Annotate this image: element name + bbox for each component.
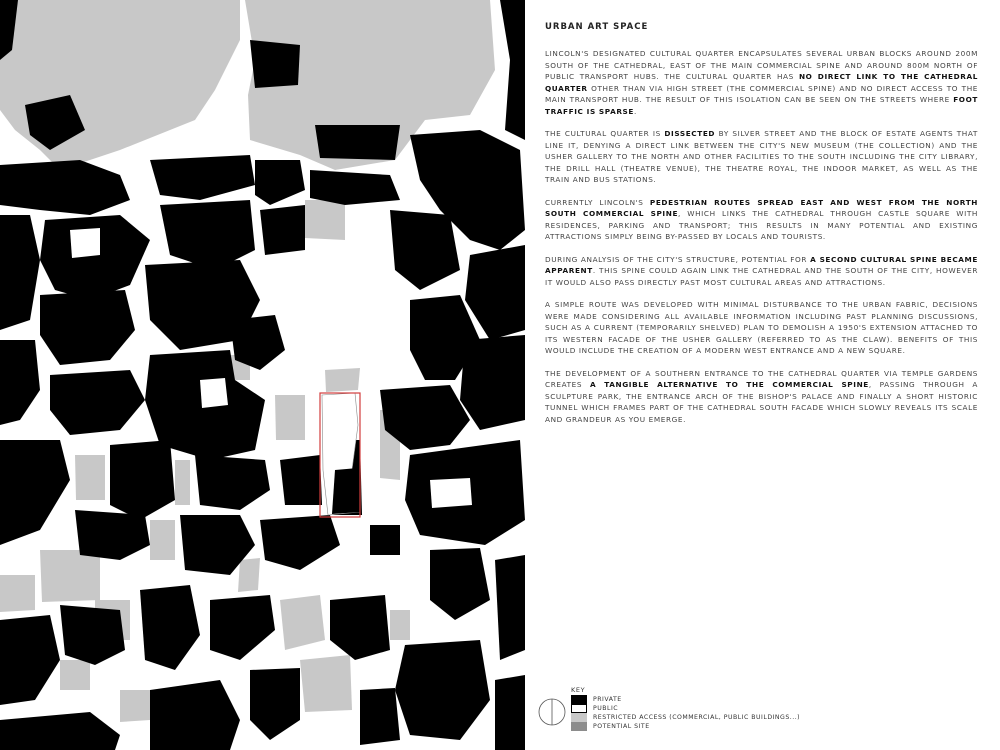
paragraph-text: OTHER THAN VIA HIGH STREET (THE COMMERCIAL SPINE) AND NO DIRECT ACCESS TO THE MAIN TRANSPORT HUB. THE RESULT OF THIS ISOLATION CAN BE SEEN ON THE STREETS WHERE <box>545 83 978 104</box>
paragraphs <box>545 48 978 425</box>
legend-swatch-public <box>571 704 587 713</box>
paragraph-text: . THIS SPINE COULD AGAIN LINK THE CATHEDRAL AND THE SOUTH OF THE CITY, HOWEVER IT WOULD ALSO PASS DIRECTLY PAST MOST CULTURAL AREAS AND ATTRACTIONS. <box>545 266 978 287</box>
paragraph <box>545 128 978 186</box>
legend-label-public: PUBLIC <box>593 705 619 712</box>
paragraph-emphasis: NO DIRECT LINK TO THE CATHEDRAL QUARTER <box>545 72 979 93</box>
paragraph-text: , PASSING THROUGH A SCULPTURE PARK, THE ENTRANCE ARCH OF THE BISHOP'S PALACE AND FINALLY A SHORT HISTORIC TUNNEL WHICH FRAMES PART OF THE CATHEDRAL SOUTH FACADE WHICH SLOWLY REVEALS ITS SCALE AND GRANDEUR AS YOU EMERGE. <box>545 380 978 424</box>
legend-label-private: PRIVATE <box>593 696 622 703</box>
paragraph-text: THE DEVELOPMENT OF A SOUTHERN ENTRANCE TO THE CATHEDRAL QUARTER VIA TEMPLE GARDENS CREATES <box>545 368 978 389</box>
text-panel <box>545 18 978 436</box>
legend-item-potential-site <box>571 722 650 731</box>
paragraph-emphasis: A SECOND CULTURAL SPINE BECAME APPARENT <box>545 254 979 275</box>
paragraph-emphasis: FOOT TRAFFIC IS SPARSE <box>545 95 978 116</box>
paragraph-text: A SIMPLE ROUTE WAS DEVELOPED WITH MINIMAL DISTURBANCE TO THE URBAN FABRIC, DECISIONS WERE MADE CONSIDERING ALL AVAILABLE INFORMATION INCLUDING PAST PLANNING DISCUSSIONS, SUCH AS A CURRENT (TEMPORARILY SHELVED) PLAN TO DEMOLISH A 1950'S EXTENSION ATTACHED TO ITS WESTERN FACADE OF THE USHER GALLERY (REFERRED TO AS THE CLAW). BENEFITS OF THIS WOULD INCLUDE THE CREATION OF A MODERN WEST ENTRANCE AND A NEW SQUARE. <box>545 300 978 355</box>
paragraph-text: CURRENTLY LINCOLN'S <box>545 197 650 207</box>
page-title: URBAN ART SPACE <box>545 22 649 32</box>
paragraph-text: BY SILVER STREET AND THE BLOCK OF ESTATE AGENTS THAT LINE IT, DENYING A DIRECT LINK BETWEEN THE CITY'S NEW MUSEUM (THE COLLECTION) AND THE USHER GALLERY TO THE NORTH AND OTHER FACILITIES TO THE SOUTH INCLUDING THE CITY LIBRARY, THE DRILL HALL (THEATRE VENUE), THE THEATRE ROYAL, THE INDOOR MARKET, AS WELL AS THE TRAIN AND BUS STATIONS. <box>545 129 978 184</box>
legend-swatch-private <box>571 695 587 704</box>
paragraph-emphasis: A TANGIBLE ALTERNATIVE TO THE COMMERCIAL SPINE <box>589 380 869 389</box>
paragraph-text: LINCOLN'S DESIGNATED CULTURAL QUARTER ENCAPSULATES SEVERAL URBAN BLOCKS AROUND 200M SOUTH OF THE CATHEDRAL, EAST OF THE MAIN COMMERCIAL SPINE AND AROUND 800M NORTH OF PUBLIC TRANSPORT HUBS. THE CULTURAL QUARTER HAS <box>545 49 978 81</box>
paragraph <box>545 368 978 426</box>
legend-item-public <box>571 704 618 713</box>
legend-swatch-restricted <box>571 713 587 722</box>
legend-swatch-potential-site <box>571 722 587 731</box>
paragraph-emphasis: DISSECTED <box>664 129 716 138</box>
legend-label-restricted: RESTRICTED ACCESS (COMMERCIAL, PUBLIC BUILDINGS...) <box>593 714 801 721</box>
paragraph-emphasis: PEDESTRIAN ROUTES SPREAD EAST AND WEST FROM THE NORTH SOUTH COMMERCIAL SPINE <box>545 197 978 218</box>
paragraph <box>545 299 978 357</box>
paragraph-text: . <box>633 106 637 116</box>
paragraph-text: DURING ANALYSIS OF THE CITY'S STRUCTURE, POTENTIAL FOR <box>545 254 811 264</box>
paragraph-text: , WHICH LINKS THE CATHEDRAL THROUGH CASTLE SQUARE WITH RESIDENCES, PARKING AND TRANSPORT; THIS RESULTS IN MANY POTENTIAL AND EXISTING ATTRACTIONS SIMPLY BEING BY-PASSED BY LOCALS AND TOURISTS. <box>545 209 978 241</box>
paragraph-text: THE CULTURAL QUARTER IS <box>545 129 665 138</box>
north-arrow-icon <box>538 698 566 726</box>
legend-item-private <box>571 695 622 704</box>
legend-label-potential-site: POTENTIAL SITE <box>593 723 650 730</box>
potential-site <box>320 393 360 517</box>
legend-title: KEY <box>571 686 586 694</box>
map-legend <box>538 686 838 736</box>
paragraph <box>545 254 978 289</box>
legend-item-restricted <box>571 713 800 722</box>
paragraph <box>545 197 978 243</box>
paragraph <box>545 48 978 117</box>
